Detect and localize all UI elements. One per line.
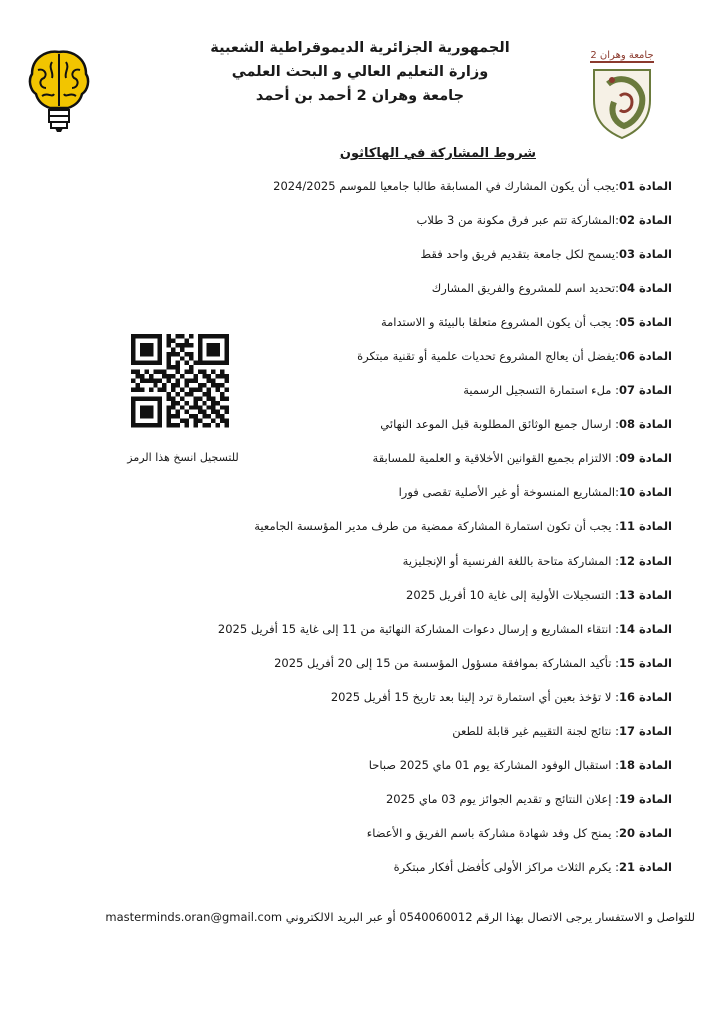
article-number: المادة 06: [619, 349, 672, 364]
article-text: : يجب أن تكون استمارة المشاركة ممضية من طرف مدير المؤسسة الجامعية: [254, 519, 619, 534]
article-item: [152, 544, 672, 578]
article-item: [152, 646, 672, 680]
brain-lightbulb-logo-icon: [24, 48, 94, 134]
article-item: [152, 305, 672, 339]
registration-qr-code[interactable]: [131, 334, 229, 432]
article-item: [152, 407, 672, 441]
article-number: المادة 04: [619, 281, 672, 296]
article-text: : إعلان النتائج و تقديم الجوائز يوم 03 ماي 2025: [385, 791, 619, 806]
qr-caption: للتسجيل انسخ هذا الرمز: [127, 451, 239, 464]
articles-list: [152, 169, 672, 884]
article-item: [152, 782, 672, 816]
article-number: المادة 14: [619, 621, 672, 636]
article-number: المادة 19: [619, 791, 672, 806]
article-item: [152, 714, 672, 748]
article-text: :المشاركة تتم عبر فرق مكونة من 3 طلاب: [416, 213, 619, 228]
article-number: المادة 12: [619, 553, 672, 568]
article-text: : ارسال جميع الوثائق المطلوبة قبل الموعد النهائي: [380, 417, 619, 432]
article-item: [152, 169, 672, 203]
article-item: [152, 373, 672, 407]
article-number: المادة 10: [619, 485, 672, 500]
article-item: [152, 816, 672, 850]
article-text: : انتقاء المشاريع و إرسال دعوات المشاركة النهائية من 11 إلى غاية 15 أفريل 2025: [217, 621, 619, 636]
article-item: [152, 203, 672, 237]
page-title: شروط المشاركة في الهاكاثون: [339, 146, 536, 161]
university-logo: [584, 44, 660, 140]
article-number: المادة 02: [619, 213, 672, 228]
article-number: المادة 11: [619, 519, 672, 534]
article-text: : استقبال الوفود المشاركة يوم 01 ماي 2025 صباحا: [368, 757, 619, 772]
article-text: :المشاريع المنسوخة أو غير الأصلية تقصى فورا: [398, 485, 619, 500]
article-number: المادة 21: [619, 859, 672, 874]
article-number: المادة 16: [619, 689, 672, 704]
article-text: : التسجيلات الأولية إلى غاية 10 أفريل 2025: [406, 587, 619, 602]
article-item: [152, 271, 672, 305]
article-number: المادة 17: [619, 723, 672, 738]
article-text: : يمنح كل وفد شهادة مشاركة باسم الفريق و الأعضاء: [366, 825, 619, 840]
article-text: : يجب أن يكون المشروع متعلقا بالبيئة و الاستدامة: [380, 315, 619, 330]
university-logo-text: جامعة وهران 2: [590, 50, 654, 61]
article-item: [152, 578, 672, 612]
article-number: المادة 20: [619, 825, 672, 840]
article-number: المادة 08: [619, 417, 672, 432]
article-text: : ملء استمارة التسجيل الرسمية: [463, 383, 619, 398]
article-text: : يكرم الثلاث مراكز الأولى كأفضل أفكار مبتكرة: [393, 859, 619, 874]
document-header: [160, 36, 560, 108]
contact-email-link[interactable]: masterminds.oran@gmail.com: [105, 910, 283, 924]
article-number: المادة 03: [619, 247, 672, 262]
article-number: المادة 18: [619, 757, 672, 772]
article-text: : المشاركة متاحة باللغة الفرنسية أو الإنجليزية: [402, 553, 619, 568]
contact-footer: [80, 910, 695, 924]
article-number: المادة 07: [619, 383, 672, 398]
article-text: : الالتزام بجميع القوانين الأخلاقية و العلمية للمسابقة: [372, 451, 619, 466]
article-item: [152, 748, 672, 782]
article-text: : لا تؤخذ بعين أي استمارة ترد إلينا بعد تاريخ 15 أفريل 2025: [330, 689, 619, 704]
article-text: :يجب أن يكون المشارك في المسابقة طالبا جامعيا للموسم 2024/2025: [273, 179, 619, 193]
article-item: [152, 339, 672, 373]
republic-name: الجمهورية الجزائرية الديموقراطية الشعبية: [210, 40, 510, 56]
article-item: [152, 237, 672, 271]
article-item: [152, 612, 672, 646]
ministry-name: وزارة التعليم العالي و البحث العلمي: [231, 64, 489, 80]
article-text: :يسمح لكل جامعة بتقديم فريق واحد فقط: [420, 247, 619, 262]
university-name: جامعة وهران 2 أحمد بن أحمد: [255, 88, 465, 104]
contact-text: للتواصل و الاستفسار يرجى الاتصال بهذا الرقم 0540060012 أو عبر البريد الالكتروني: [285, 910, 695, 924]
article-text: :تحديد اسم للمشروع والفريق المشارك: [431, 281, 619, 296]
article-item: [152, 509, 672, 543]
article-text: :يفضل أن يعالج المشروع تحديات علمية أو تقنية مبتكرة: [357, 349, 619, 364]
article-number: المادة 15: [619, 655, 672, 670]
article-item: [152, 475, 672, 509]
article-number: المادة 05: [619, 315, 672, 330]
article-text: : تأكيد المشاركة بموافقة مسؤول المؤسسة من 15 إلى 20 أفريل 2025: [274, 655, 619, 670]
article-item: [152, 850, 672, 884]
article-number: المادة 09: [619, 451, 672, 466]
article-item: [152, 680, 672, 714]
article-number: المادة 01: [619, 179, 672, 193]
article-number: المادة 13: [619, 587, 672, 602]
article-text: : نتائج لجنة التقييم غير قابلة للطعن: [452, 723, 619, 738]
